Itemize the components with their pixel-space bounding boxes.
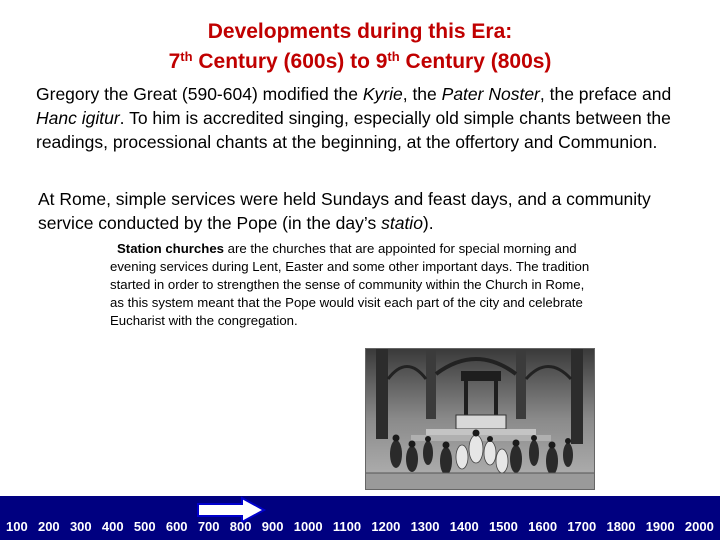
title-text: Century (800s) [399, 50, 552, 73]
italic-term: Kyrie [362, 84, 403, 104]
title-superscript: th [180, 49, 193, 64]
text-run: ). [422, 213, 434, 233]
slide-title-line2 [0, 48, 720, 76]
title-superscript: th [387, 49, 400, 64]
timeline-label: 500 [133, 519, 156, 534]
timeline-label: 600 [165, 519, 188, 534]
timeline-labels [0, 518, 720, 536]
timeline-label: 1700 [567, 519, 597, 534]
title-text: 7 [168, 50, 181, 73]
timeline-label: 200 [37, 519, 60, 534]
italic-term: statio [381, 213, 423, 233]
timeline-label: 2000 [684, 519, 714, 534]
italic-term: Pater Noster [441, 84, 540, 104]
timeline-label: 1400 [449, 519, 479, 534]
timeline-label: 1500 [488, 519, 518, 534]
timeline-label: 1900 [645, 519, 675, 534]
bold-term: Station churches [117, 241, 224, 256]
timeline-label: 1200 [371, 519, 401, 534]
slide-title-line1: Developments during this Era: [207, 20, 513, 43]
timeline-label: 900 [261, 519, 284, 534]
title-text: Century (600s) to 9 [192, 50, 388, 73]
timeline-label: 100 [6, 519, 28, 534]
timeline-label: 1000 [293, 519, 323, 534]
text-run: , the preface and [539, 84, 672, 104]
timeline-label: 700 [197, 519, 220, 534]
text-run: At Rome, simple services were held Sundays and feast days, and a community service conducted by the Pope (in the day’s [38, 189, 651, 233]
text-run: are the churches that are appointed for special morning and evening services during Lent, Easter and some other important days. The tradition started in order to strengthen the sense of community within the Church in Rome, as this system meant that the Pope would visit each part of the city and celebrate Eucharist with the congregation. [110, 241, 590, 328]
italic-term: Hanc igitur [36, 108, 120, 128]
timeline-label: 300 [69, 519, 92, 534]
paragraph-rome-services [38, 187, 698, 235]
timeline-label: 1600 [528, 519, 558, 534]
paragraph-gregory [36, 82, 708, 154]
timeline-label: 1100 [332, 519, 362, 534]
text-run: Gregory the Great (590-604) modified the [36, 84, 363, 104]
timeline-label: 1800 [606, 519, 636, 534]
text-run: . To him is accredited singing, especially old simple chants between the readings, processional chants at the beginning, at the offertory and Communion. [36, 108, 671, 152]
timeline-label: 800 [229, 519, 252, 534]
timeline-label: 400 [101, 519, 124, 534]
papal-mass-engraving-image [365, 348, 595, 490]
text-run: , the [402, 84, 442, 104]
timeline-label: 1300 [410, 519, 440, 534]
paragraph-station-churches [110, 240, 590, 330]
